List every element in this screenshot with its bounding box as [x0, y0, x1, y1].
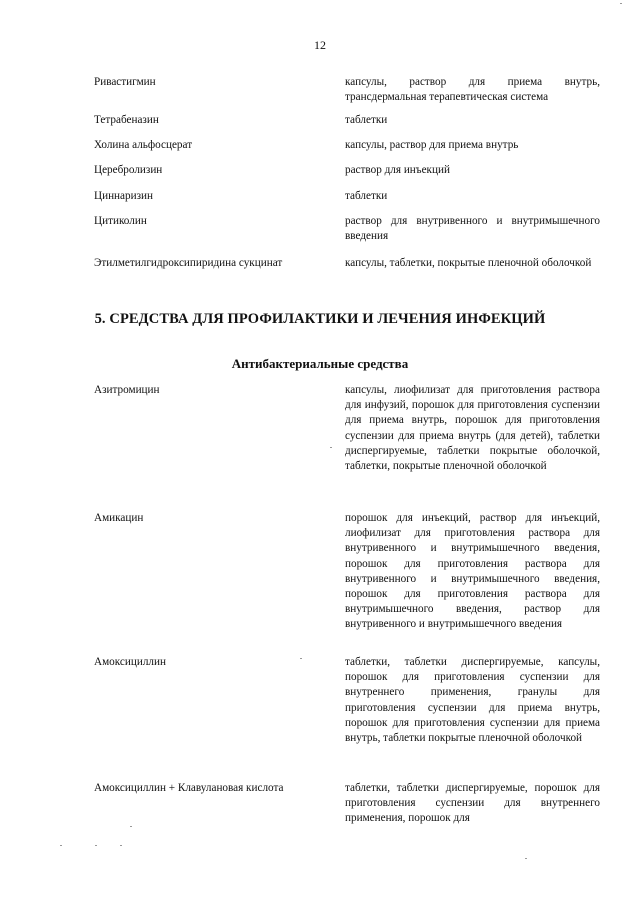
- dosage-form: капсулы, раствор для приема внутрь: [345, 139, 519, 151]
- section-title: 5. СРЕДСТВА ДЛЯ ПРОФИЛАКТИКИ И ЛЕЧЕНИЯ ИНФЕКЦИЙ: [94, 311, 546, 327]
- drug-name: Циннаризин: [94, 190, 153, 202]
- dosage-form: капсулы, лиофилизат для приготовления раствора для инфузий, порошок для приготовления суспензии для приема внутрь, порошок для приготовления суспензии для приема внутрь (для детей), таблетки диспергируемые, таблетки покрытые оболочкой, таблетки, покрытые пленочной оболочкой: [345, 384, 600, 473]
- scan-speck: [525, 858, 527, 859]
- dosage-form: капсулы, таблетки, покрытые пленочной оболочкой: [345, 257, 592, 269]
- scan-speck: [300, 658, 302, 659]
- scan-speck: [95, 845, 97, 846]
- drug-name: Амикацин: [94, 512, 144, 524]
- drug-name: Холина альфосцерат: [94, 139, 193, 151]
- dosage-form: таблетки, таблетки диспергируемые, капсулы, порошок для приготовления суспензии для внутреннего применения, гранулы для приготовления суспензии для приема внутрь, порошок для приготовления суспензии для приема внутрь, таблетки покрытые пленочной оболочкой: [345, 656, 600, 745]
- scan-speck: [620, 3, 622, 4]
- dosage-form: капсулы, раствор для приема внутрь, трансдермальная терапевтическая система: [345, 76, 600, 104]
- page-number: 12: [314, 38, 326, 52]
- scan-speck: [120, 845, 122, 846]
- drug-name: Амоксициллин: [94, 656, 166, 668]
- dosage-form: раствор для инъекций: [345, 164, 450, 176]
- drug-name: Тетрабеназин: [94, 114, 159, 126]
- dosage-form: таблетки: [345, 114, 388, 126]
- scan-speck: [330, 447, 332, 448]
- dosage-form: таблетки: [345, 190, 388, 202]
- drug-name: Цитиколин: [94, 215, 147, 227]
- drug-name: Азитромицин: [94, 384, 160, 396]
- drug-name: Этилметилгидроксипиридина сукцинат: [94, 257, 283, 269]
- dosage-form: таблетки, таблетки диспергируемые, порошок для приготовления суспензии для внутреннего применения, порошок для: [345, 782, 600, 825]
- dosage-form: раствор для внутривенного и внутримышечного введения: [345, 215, 600, 243]
- scan-speck: [60, 845, 62, 846]
- scan-speck: [130, 826, 132, 827]
- drug-name: Церебролизин: [94, 164, 163, 176]
- drug-name: Ривастигмин: [94, 76, 156, 88]
- subsection-title: Антибактериальные средства: [231, 356, 409, 371]
- drug-name: Амоксициллин + Клавулановая кислота: [94, 782, 284, 794]
- dosage-form: порошок для инъекций, раствор для инъекций, лиофилизат для приготовления раствора для внутривенного и внутримышечного введения, порошок для приготовления раствора для внутривенного и внутримышечного введения, порошок для приготовления раствора для внутримышечного введения, раствор для внутривенного и внутримышечного введения: [345, 512, 600, 631]
